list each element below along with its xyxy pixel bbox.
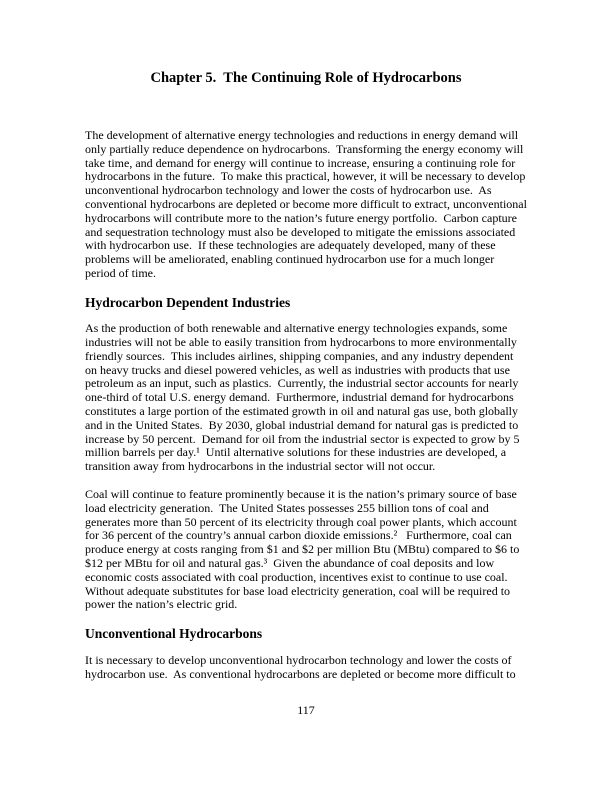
paragraph-unconventional-intro: It is necessary to develop unconventional hydrocarbon technology and lower the costs of hydrocarbon use. As conventional hydrocarbons are depleted or become more difficult to	[85, 652, 516, 681]
chapter-title: Chapter 5. The Continuing Role of Hydrocarbons	[150, 70, 462, 86]
section-heading-unconventional-hydrocarbons: Unconventional Hydrocarbons	[85, 626, 263, 642]
section-heading-hydrocarbon-dependent-industries: Hydrocarbon Dependent Industries	[85, 294, 291, 310]
page-number: 117	[297, 703, 315, 717]
paragraph-coal: Coal will continue to feature prominently because it is the nation’s primary source of base load electricity generation. The United States possesses 255 billion tons of coal and generates more than 50 percent of its electricity through coal power plants, which account for 36 percent of the country’s annual carbon dioxide emissions.² Furthermore, coal can produce energy at costs ranging from $1 and $2 per million Btu (MBtu) compared to $6 to $12 per MBtu for oil and natural gas.³ Given the abundance of coal deposits and low economic costs associated with coal production, incentives exist to continue to use coal. Without adequate substitutes for base load electricity generation, coal will be required to power the nation’s electric grid.	[85, 487, 523, 612]
paragraph-industrial-demand: As the production of both renewable and alternative energy technologies expands, some industries will not be able to easily transition from hydrocarbons to more environmentally friendly sources. This includes airlines, shipping companies, and any industry dependent on heavy trucks and diesel powered vehicles, as well as industries with products that use petroleum as an input, such as plastics. Currently, the industrial sector accounts for nearly one-third of total U.S. energy demand. Furthermore, industrial demand for hydrocarbons constitutes a large portion of the estimated growth in oil and natural gas use, both globally and in the United States. By 2030, global industrial demand for natural gas is predicted to increase by 50 percent. Demand for oil from the industrial sector is expected to grow by 5 million barrels per day.¹ Until alternative solutions for these industries are developed, a transition away from hydrocarbons in the industrial sector will not occur.	[85, 321, 523, 474]
intro-paragraph: The development of alternative energy technologies and reductions in energy demand will only partially reduce dependence on hydrocarbons. Transforming the energy economy will take time, and demand for energy will continue to increase, ensuring a continuing role for hydrocarbons in the future. To make this practical, however, it will be necessary to develop unconventional hydrocarbon technology and lower the costs of hydrocarbon use. As conventional hydrocarbons are depleted or become more difficult to extract, unconventional hydrocarbons will contribute more to the nation’s future energy portfolio. Carbon capture and sequestration technology must also be developed to mitigate the emissions associated with hydrocarbon use. If these technologies are adequately developed, many of these problems will be ameliorated, enabling continued hydrocarbon use for a much longer period of time.	[85, 128, 530, 280]
